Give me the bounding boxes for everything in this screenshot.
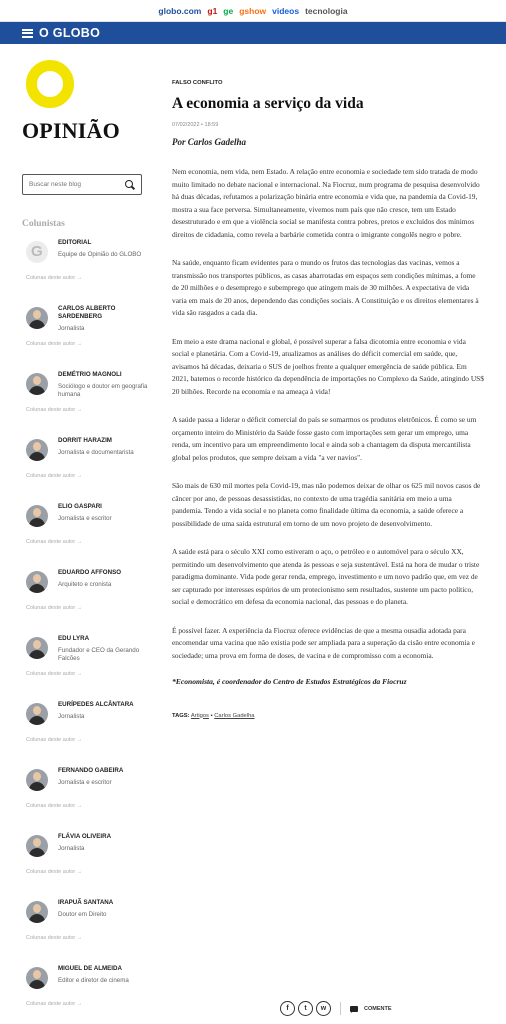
article-title: A economia a serviço da vida <box>172 95 364 112</box>
author-columns-link[interactable]: Colunas deste autor → <box>26 605 83 611</box>
columnist-name[interactable]: CARLOS ALBERTO SARDENBERG <box>58 305 116 320</box>
columnist-avatar[interactable] <box>26 835 48 857</box>
columnist-item[interactable] <box>22 371 152 437</box>
network-link-globo[interactable]: globo.com <box>158 5 202 16</box>
columnist-item[interactable] <box>22 899 152 965</box>
sidebar <box>22 52 152 1024</box>
columnist-avatar[interactable] <box>26 769 48 791</box>
section-title[interactable]: OPINIÃO <box>22 118 120 143</box>
twitter-icon[interactable]: t <box>298 1001 313 1016</box>
network-link-videos[interactable]: videos <box>272 5 300 16</box>
columnist-description: Fundador e CEO da Gerando Falcões <box>58 647 140 662</box>
columnist-avatar[interactable] <box>26 307 48 329</box>
tag-link[interactable]: Carlos Gadelha <box>214 712 255 719</box>
columnist-description: Arquiteto e cronista <box>58 581 112 588</box>
columnist-item[interactable] <box>22 437 152 503</box>
article-paragraph: A saúde está para o século XXI como estiveram o aço, o petróleo e o automóvel para o século XX, permitindo um desenvolvimento que atenda às pessoas e seja sustentável. Está na hora de mudar o triste paradigma dominante. Vida pode gerar renda, emprego, investimento e um novo padrão que, em vez de ser capturado por interesses espúrios de um protecionismo sem resultados, sustente um pacto político, social e democrático em defesa da economia nacional, das pessoas e do planeta. <box>172 547 480 606</box>
comment-button[interactable]: COMENTE <box>364 1005 392 1012</box>
article-paragraph: É possível fazer. A experiência da Fiocruz oferece evidências de que a mesma ousadia adotada para encomendar uma vacina que não existia pode ser ampliada para a superação da cisão entre economia e sociedade; uma prova em forma de doses, de vacina e de compromisso com a economia. <box>172 625 475 660</box>
columnist-item[interactable] <box>22 701 152 767</box>
colunistas-heading: Colunistas <box>22 219 65 229</box>
brand-header <box>0 22 506 44</box>
columnist-item[interactable] <box>22 635 152 701</box>
columnist-item[interactable] <box>22 569 152 635</box>
columnist-description: Jornalista <box>58 845 85 852</box>
columnist-description: Doutor em Direito <box>58 911 107 918</box>
author-columns-link[interactable]: Colunas deste autor → <box>26 341 83 347</box>
columnist-name[interactable]: DEMÉTRIO MAGNOLI <box>58 371 122 378</box>
columnist-description: Equipe de Opinião do GLOBO <box>58 251 142 258</box>
columnist-name[interactable]: EDUARDO AFFONSO <box>58 569 122 576</box>
author-columns-link[interactable]: Colunas deste autor → <box>26 275 83 281</box>
author-columns-link[interactable]: Colunas deste autor → <box>26 869 83 875</box>
columnist-description: Jornalista <box>58 713 85 720</box>
columnist-item[interactable] <box>22 503 152 569</box>
columnist-name[interactable]: ELIO GASPARI <box>58 503 102 510</box>
menu-icon[interactable] <box>22 29 33 38</box>
search-input[interactable] <box>29 181 119 188</box>
columnist-list <box>22 239 152 1024</box>
columnist-item[interactable] <box>22 305 152 371</box>
tags-label: TAGS: <box>172 712 190 719</box>
columnist-name[interactable]: FLÁVIA OLIVEIRA <box>58 833 112 840</box>
comment-icon[interactable] <box>350 1006 358 1012</box>
columnist-name[interactable]: MIGUEL DE ALMEIDA <box>58 965 122 972</box>
columnist-description: Sociólogo e doutor em geografia humana <box>58 383 148 398</box>
columnist-avatar[interactable] <box>26 571 48 593</box>
globo-g-logo-icon[interactable] <box>26 241 48 263</box>
facebook-icon[interactable]: f <box>280 1001 295 1016</box>
article-paragraph: Em meio a este drama nacional e global, é possível superar a falsa dicotomia entre economia e vida social e planetária. Com a Covid-19, atualizamos as análises do déficit comercial em saúde, que, avisamos há décadas, deixaria o SUS de joelhos frente a qualquer emergência de saúde pública. Em 2021, batemos o recorde histórico da dependência de importações no Complexo da Saúde, atingindo US$ 20 bilhões. Recorde na economia e na ameaça à vida! <box>172 336 484 396</box>
network-link-gshow[interactable]: gshow <box>239 5 267 16</box>
article-paragraph: Na saúde, enquanto ficam evidentes para o mundo os frutos das tecnologias das vacinas, vemos a transmissão nos transportes públicos, as casas abarrotadas em espaços sem condições mínimas, a fome de 20 milhões e o desemprego e subemprego que atingem mais de 30 milhões. A expectativa de vida varia em mais de 20 anos, dependendo das condições sociais. A Constituição e os direitos elementares à vida são rasgados a cada dia. <box>172 258 479 317</box>
columnist-avatar[interactable] <box>26 439 48 461</box>
network-bar <box>0 0 506 22</box>
author-columns-link[interactable]: Colunas deste autor → <box>26 539 83 545</box>
author-columns-link[interactable]: Colunas deste autor → <box>26 803 83 809</box>
search-icon[interactable] <box>125 180 135 190</box>
columnist-item[interactable] <box>22 767 152 833</box>
tag-link[interactable]: Artigos <box>190 712 209 719</box>
article-tags <box>172 713 484 719</box>
author-columns-link[interactable]: Colunas deste autor → <box>26 671 83 677</box>
brand-logo[interactable]: O GLOBO <box>39 26 101 40</box>
columnist-name[interactable]: FERNANDO GABEIRA <box>58 767 124 774</box>
article-kicker: FALSO CONFLITO <box>172 80 223 86</box>
columnist-avatar[interactable] <box>26 505 48 527</box>
author-columns-link[interactable]: Colunas deste autor → <box>26 1001 83 1007</box>
columnist-description: Editor e diretor de cinema <box>58 977 129 984</box>
author-columns-link[interactable]: Colunas deste autor → <box>26 935 83 941</box>
network-link-ge[interactable]: ge <box>223 5 234 16</box>
columnist-avatar[interactable] <box>26 901 48 923</box>
columnist-name[interactable]: IRAPUÃ SANTANA <box>58 899 114 906</box>
columnist-description: Jornalista <box>58 325 85 332</box>
article-paragraph: A saúde passa a liderar o déficit comercial do país se somarmos os produtos eletrônicos. É como se um orçamento inteiro do Ministério da Saúde fosse gasto com importações sem gerar um emprego, uma renda, um incentivo para um empreendimento local e ainda sob a chantagem da disputa mercantilista global pelos produtos, que sempre deixam a vida "a ver navios". <box>172 415 477 462</box>
article-author: Por Carlos Gadelha <box>172 137 247 147</box>
author-columns-link[interactable]: Colunas deste autor → <box>26 407 83 413</box>
columnist-name[interactable]: EURÍPEDES ALCÂNTARA <box>58 701 134 708</box>
article-date: 07/02/2022 • 18:59 <box>172 122 219 128</box>
whatsapp-icon[interactable]: w <box>316 1001 331 1016</box>
columnist-avatar[interactable] <box>26 637 48 659</box>
columnist-item[interactable] <box>22 965 152 1024</box>
article-body <box>172 166 484 662</box>
network-link-g1[interactable]: g1 <box>207 5 218 16</box>
columnist-item[interactable] <box>22 239 152 305</box>
columnist-description: Jornalista e documentarista <box>58 449 134 456</box>
opiniao-logo-icon <box>26 60 74 108</box>
columnist-name[interactable]: EDITORIAL <box>58 239 92 246</box>
columnist-avatar[interactable] <box>26 373 48 395</box>
columnist-name[interactable]: DORRIT HARAZIM <box>58 437 112 444</box>
share-bar <box>280 1001 392 1016</box>
author-footnote: *Economista, é coordenador do Centro de Estudos Estratégicos da Fiocruz <box>172 677 407 686</box>
article-paragraph: São mais de 630 mil mortes pela Covid-19, mas não podemos deixar de olhar os 625 mil novos casos de câncer por ano, de pessoas desassistidas, no contexto de uma tragédia sanitária em meio a uma pandemia. Tendo a vida social e no planeta como finalidade última da economia, a saúde oferece a possibilidade de uma saída estrutural em torno de um novo projeto de desenvolvimento. <box>172 481 481 528</box>
network-link-tecnologia[interactable]: tecnologia <box>305 5 348 16</box>
author-columns-link[interactable]: Colunas deste autor → <box>26 473 83 479</box>
columnist-item[interactable] <box>22 833 152 899</box>
columnist-avatar[interactable] <box>26 703 48 725</box>
article-paragraph: Nem economia, nem vida, nem Estado. A relação entre economia e sociedade tem sido tratada de modo muito limitado no debate nacional e internacional. Na Fiocruz, num programa de pesquisa desenvolvido há duas décadas, refutamos a polarização binária entre economia e vida que, na pandemia da Covid-19, mostra a sua face perversa. Simultaneamente, vivemos num país que não cresce, tem um Estado desestruturado e em que a violência social se manifesta contra pobres, pretos e excluídos dos mínimos direitos de cidadania, como revela a barbárie cometida contra o imigrante congolês negro e pobre. <box>172 167 480 239</box>
article <box>172 80 484 719</box>
share-divider <box>340 1002 341 1015</box>
columnist-description: Jornalista e escritor <box>58 779 112 786</box>
columnist-avatar[interactable] <box>26 967 48 989</box>
search-box <box>22 174 142 195</box>
columnist-description: Jornalista e escritor <box>58 515 112 522</box>
tag-separator: • <box>210 712 213 719</box>
author-columns-link[interactable]: Colunas deste autor → <box>26 737 83 743</box>
columnist-name[interactable]: EDU LYRA <box>58 635 90 642</box>
